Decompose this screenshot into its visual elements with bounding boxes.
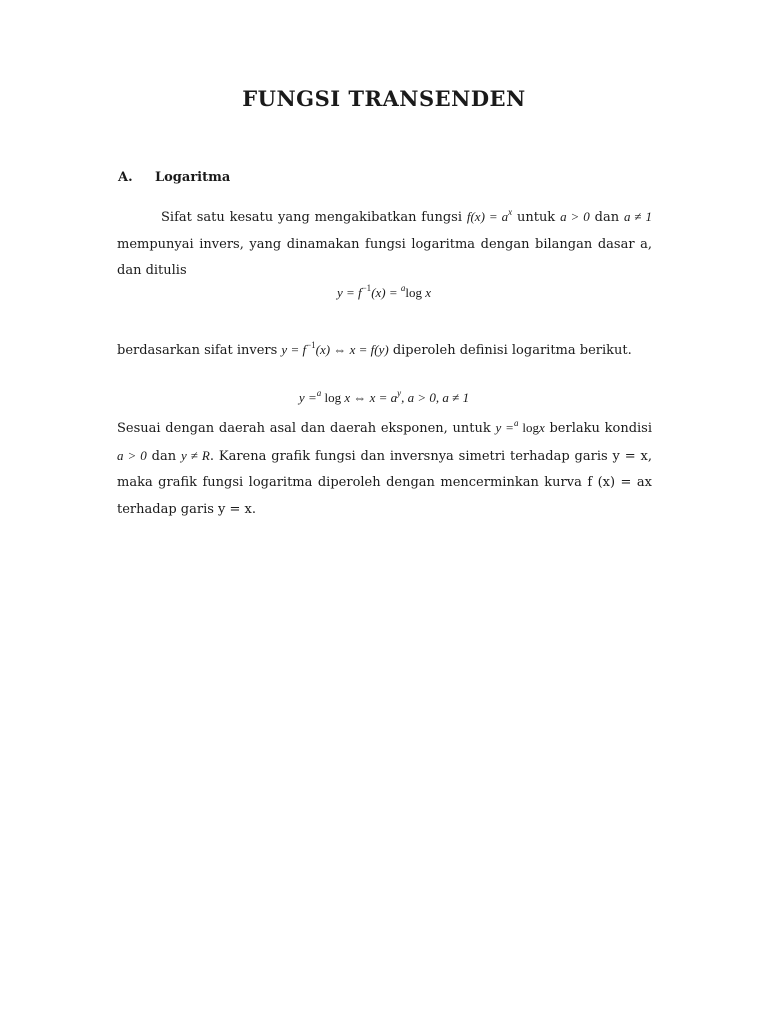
p1-expr-a-gt-0: a > 0 <box>560 209 590 224</box>
equation-inverse: $y = f^{-1}(x) = ^a\log$ x <box>336 283 432 300</box>
p3-text-b: berlaku kondisi <box>549 421 653 436</box>
p2-expr: $y = f^{-1}(x)$ ⇔ x = f(y) <box>281 340 389 357</box>
p3-text-a: Sesuai dengan daerah asal dan daerah eksponen, untuk <box>117 421 491 436</box>
p3-expr-a-gt-0: a > 0 <box>117 447 147 463</box>
p1-text-b: untuk <box>516 210 556 225</box>
p3-expr-y-ne-r: y ≠ R <box>181 447 210 463</box>
paragraph-2 <box>117 332 652 365</box>
p2-text-a: berdasarkan sifat invers <box>117 343 278 358</box>
paragraph-1 <box>117 199 652 285</box>
section-number: A. <box>118 170 133 185</box>
p1-text-a: Sifat satu kesatu yang mengakibatkan fungsi <box>161 210 462 225</box>
p3-expr-log: y =$^a$ logx <box>495 418 545 435</box>
paragraph-3 <box>117 410 652 523</box>
page-title: FUNGSI TRANSENDEN <box>242 86 526 111</box>
equation-definition: y =$^a$ log x ⇔ $x = a^y$, a > 0, a ≠ 1 <box>298 388 470 405</box>
section-heading <box>118 170 230 185</box>
p1-expr-a-ne-1: a ≠ 1 <box>623 209 653 224</box>
p3-text-d: . Karena grafik fungsi dan inversnya simetri terhadap garis y = x, maka grafik fungsi logaritma diperoleh dengan mencerminkan kurva f (x) = ax terhadap garis y = x. <box>117 448 652 517</box>
p3-text-c: dan <box>151 448 177 464</box>
section-title: Logaritma <box>155 170 231 185</box>
p1-text-d: mempunyai invers, yang dinamakan fungsi logaritma dengan bilangan dasar a, dan ditulis <box>117 236 652 278</box>
p1-text-c: dan <box>594 210 620 225</box>
p2-text-b: diperoleh definisi logaritma berikut. <box>392 343 632 358</box>
p1-expr-fx: $f(x) = a^x$ <box>466 207 513 224</box>
